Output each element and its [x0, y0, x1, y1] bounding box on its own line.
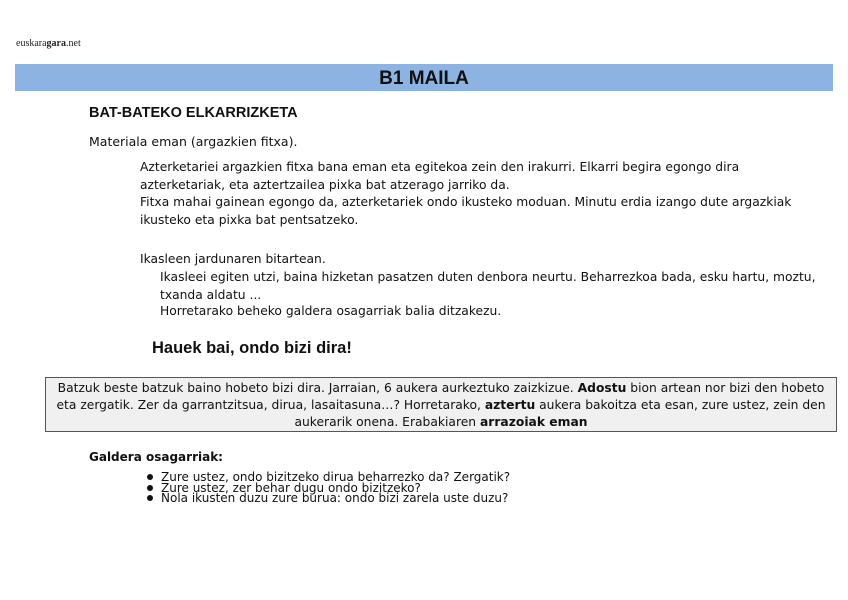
site-logo-suffix: .net: [66, 38, 81, 49]
instruction-text-2: bion artean nor bizi den hobeto eta zergatik. Zer da garrantzitsua, dirua, lasaitasuna…? Horretarako,: [56, 381, 825, 412]
instruction-bold-1: Adostu: [577, 381, 627, 395]
instruction-text-1: Batzuk beste batzuk baino hobeto bizi dira. Jarraian, 6 aukera aurkeztuko zaizkizue.: [57, 381, 578, 395]
topic-title: Hauek bai, ondo bizi dira!: [152, 339, 352, 357]
site-logo-bold: gara: [46, 38, 66, 49]
level-banner: B1 MAILA: [15, 64, 833, 91]
site-logo: [16, 38, 81, 49]
site-logo-prefix: euskara: [16, 38, 47, 49]
instructions-paragraph-2: Fitxa mahai gainean egongo da, azterketariek ondo ikusteko moduan. Minutu erdia izango dute argazkiak ikusteko eta pixka bat pentsatzeko.: [140, 195, 792, 227]
instruction-box: [45, 377, 837, 432]
section-title: BAT-BATEKO ELKARRIZKETA: [89, 105, 298, 121]
instruction-bold-3: arrazoiak eman: [480, 415, 588, 429]
during-title: Ikasleen jardunaren bitartean.: [140, 252, 326, 266]
instruction-bold-2: aztertu: [484, 398, 536, 412]
materials-text: Materiala eman (argazkien fitxa).: [89, 134, 298, 149]
questions-title: Galdera osagarriak:: [89, 450, 223, 464]
question-list: [145, 472, 510, 504]
question-item: Zure ustez, zer behar dugu ondo bizitzeko?: [145, 483, 510, 494]
instruction-text-3: aukera bakoitza eta esan, zure ustez, zein den aukerarik onena. Erabakiaren: [294, 398, 826, 429]
during-paragraph-1: Ikasleei egiten utzi, baina hizketan pasatzen duten denbora neurtu. Beharrezkoa bada, esku hartu, moztu, txanda aldatu ...: [160, 270, 816, 302]
instructions-paragraph-1: Azterketariei argazkien fitxa bana eman eta egitekoa zein den irakurri. Elkarri begira egongo dira azterketariak, eta aztertzailea pixka bat atzerago jarriko da.: [140, 160, 740, 192]
question-item: Zure ustez, ondo bizitzeko dirua beharrezko da? Zergatik?: [145, 472, 510, 483]
during-paragraph-2: Horretarako beheko galdera osagarriak balia ditzakezu.: [160, 304, 502, 318]
question-item: Nola ikusten duzu zure burua: ondo bizi zarela uste duzu?: [145, 493, 510, 504]
